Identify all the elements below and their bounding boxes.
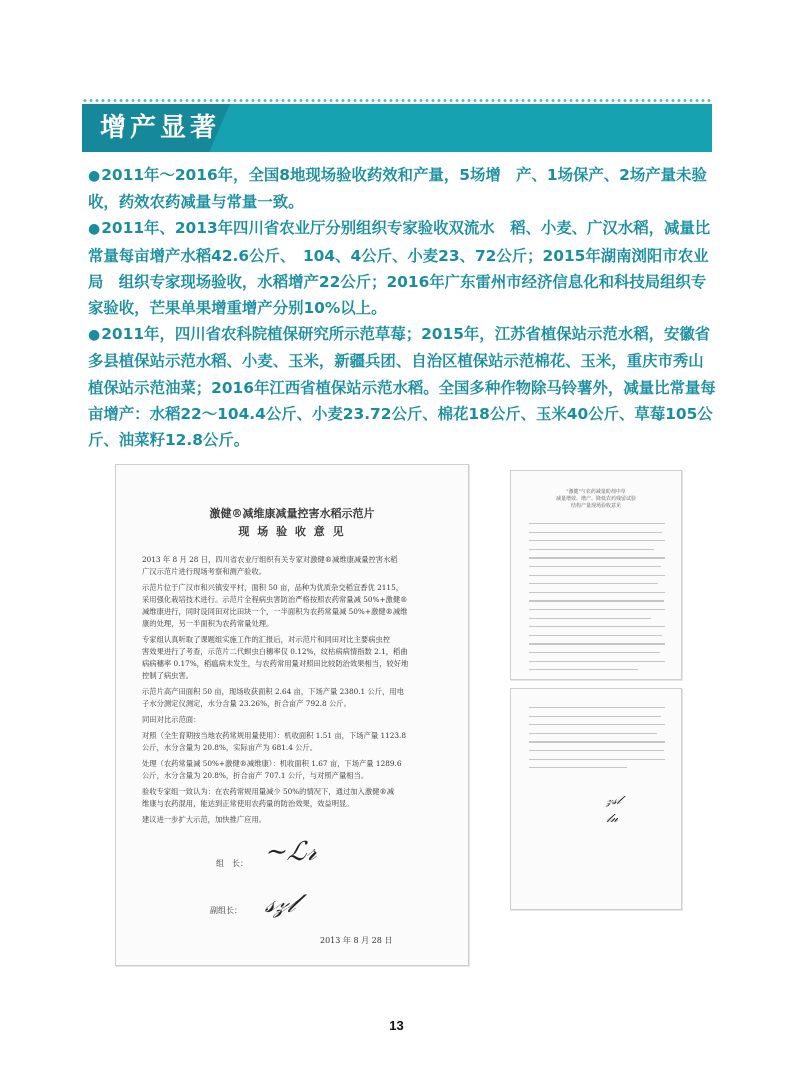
- doc1-line: 广汉示范片进行现场考察和测产验收。: [142, 567, 267, 576]
- doc1-subtitle: 现 场 验 收 意 见: [238, 525, 346, 538]
- deputy-label: 副组长：: [210, 906, 242, 915]
- doc1-line: 2013 年 8 月 28 日，四川省农业厅组织有关专家对激健®减维康减量控害水稻: [142, 555, 398, 564]
- doc1-line: 维康与农药混用，能达到正常使用农药量的防治效果，效益明显。: [142, 799, 354, 808]
- doc1-line: 控制了病虫害。: [142, 671, 194, 680]
- doc1-line: 减维康进行，同时设同田对比田块一个，一半面积为农药常量减 50%+激健®减维: [142, 607, 408, 616]
- body-text: [88, 162, 718, 453]
- section-title: 增产显著: [100, 113, 221, 143]
- bullet-icon: ●: [88, 168, 101, 184]
- deputy-signature-icon: 𝓈𝓏𝓁: [262, 889, 300, 919]
- doc1-line: 公斤，水分含量为 20.8%，实际亩产为 681.4 公斤。: [142, 743, 318, 752]
- bullet-paragraph-2: ●2011年、2013年四川省农业厅分别组织专家验收双流水 稻、小麦、广汉水稻，减量比常量每亩增产水稻42.6公斤、 104、4公斤、小麦23、72公斤；2015年湖南浏阳市农业局 组织专家现场验收，水稻增产22公斤；2016年广东雷州市经济信息化和科技局组织专家验收，芒果单果增重增产分别10%以上。: [88, 219, 711, 318]
- bullet-icon: ●: [88, 221, 101, 238]
- doc1-line: 对照（全生育期按当地农药常规用量使用）：机收面积 1.51 亩，下场产量 1123.8: [142, 731, 406, 740]
- signature-icon: 𝓏𝓈𝓁: [605, 793, 623, 807]
- doc1-line: 验收专家组一致认为：在农药常规用量减少 50%的情况下，通过加入激健®减: [142, 787, 395, 796]
- doc2-text-lines: [529, 523, 665, 678]
- doc1-line: 病病穗率 0.17%，稻瘟病未发生，与农药常用量对照田比较防治效果相当，较好地: [142, 659, 409, 668]
- banner-dots: [82, 98, 712, 103]
- doc1-line: 公斤，水分含量为 20.8%，折合亩产 707.1 公斤，与对照产量相当。: [142, 771, 369, 780]
- doc1-line: 专家组认真听取了课题组实施工作的汇报后，对示范片和同田对比主要病虫控: [142, 635, 391, 644]
- doc1-line: 处理（农药常量减 50%+激健®减维康）：机收面积 1.67 亩，下场产量 1289.6: [142, 759, 402, 768]
- doc1-line: 康的处理，另一半面积为农药常量处理。: [142, 619, 274, 628]
- doc1-line: 示范片位于广汉市和兴镇安平村，面积 50 亩，品种为优质杂交稻宜香优 2115，: [142, 583, 404, 592]
- doc1-title: 激健®减维康减量控害水稻示范片: [209, 507, 375, 520]
- bullet-paragraph-1: ●2011年～2016年，全国8地现场验收药效和产量，5场增 产、1场保产、2场产量未验收，药效农药减量与常量一致。: [88, 166, 707, 212]
- leader-label: 组 长：: [216, 859, 248, 868]
- doc1-line: 示范片高产田面积 50 亩，现场收获面积 2.64 亩，下场产量 2380.1 公斤，用电: [142, 687, 404, 696]
- doc1-line: 采用强化栽培技术进行。示范片全程病虫害防治严格按照农药常量减 50%+激健®: [142, 595, 408, 604]
- scanned-report-page-2: [510, 688, 682, 910]
- page-number: 13: [389, 1018, 404, 1033]
- leader-signature-icon: ~ℒ𝓇: [262, 837, 321, 867]
- doc1-line: 建议进一步扩大示范，加快推广应用。: [142, 815, 267, 824]
- signature-icon: 𝓁𝓃: [605, 811, 620, 825]
- doc3-text-lines: [529, 707, 665, 776]
- doc1-line: 子水分测定仪测定，水分含量 23.26%，折合亩产 792.8 公斤。: [142, 699, 351, 708]
- scanned-acceptance-report: [115, 464, 469, 966]
- doc2-title: "激健"与农药减量助剂中草: [566, 489, 626, 495]
- doc2-title: 减量增效、增产、降低农药残留试验: [555, 496, 636, 502]
- bullet-paragraph-3: ●2011年，四川省农科院植保研究所示范草莓；2015年，江苏省植保站示范水稻，安徽省多县植保站示范水稻、小麦、玉米，新疆兵团、自治区植保站示范棉花、玉米，重庆市秀山植保站示范油菜；2016年江西省植保站示范水稻。全国多种作物除马铃薯外，减量比常量每亩增产：水稻22～104.4公斤、小麦23.72公斤、棉花18公斤、玉米40公斤、草莓105公斤、油菜籽12.8公斤。: [88, 325, 716, 450]
- doc1-date: 2013 年 8 月 28 日: [320, 936, 393, 945]
- bullet-icon: ●: [88, 327, 101, 344]
- doc1-line: 害效果进行了考查，示范片二代螟虫白穗率仅 0.12%，纹枯病病情指数 2.1，稻曲: [142, 647, 408, 656]
- scanned-report-page-1: [510, 470, 682, 680]
- doc1-line: 同田对比示范面：: [142, 715, 201, 724]
- doc2-title: 结构产量现场验收意见: [570, 503, 621, 509]
